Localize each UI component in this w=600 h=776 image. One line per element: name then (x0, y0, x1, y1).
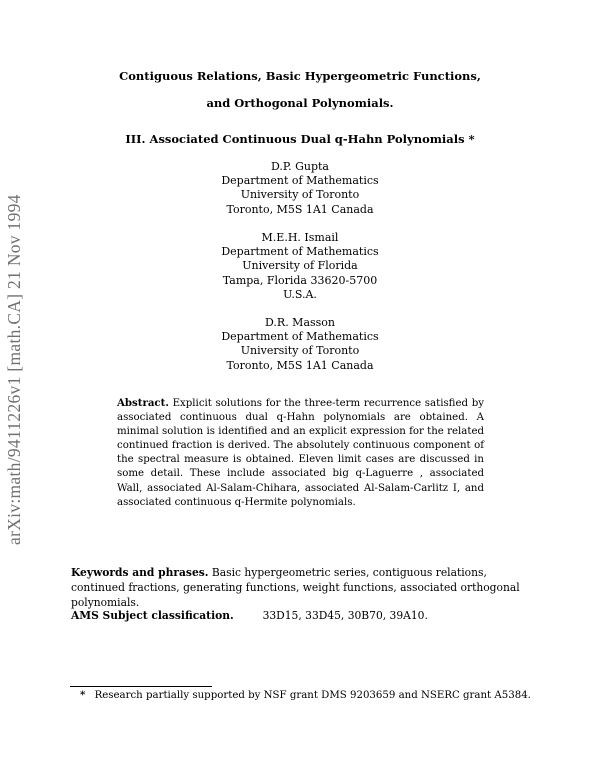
keywords-text: Basic hypergeometric series, contiguous relations, continued fractions, generating functions, weight functions, associated orthogonal polynomials. (71, 566, 520, 609)
author-name: D.R. Masson (264, 316, 336, 329)
title-line-1: Contiguous Relations, Basic Hypergeometric Functions, (119, 69, 481, 83)
footnote-mark: * (80, 689, 86, 701)
author-affiliation-line: Department of Mathematics (221, 245, 379, 259)
abstract-label: Abstract. (117, 397, 169, 409)
author-block-2 (70, 231, 530, 302)
author-affiliation-line: Tampa, Florida 33620-5700 (222, 273, 378, 287)
keywords-label: Keywords and phrases. (71, 566, 209, 579)
arxiv-identifier-stamp: arXiv:math/9411226v1 [math.CA] 21 Nov 1994 (4, 194, 24, 545)
title-line-2: and Orthogonal Polynomials. (206, 96, 394, 110)
author-affiliation-line: U.S.A. (283, 287, 317, 301)
footnote (80, 688, 540, 703)
ams-classification (71, 608, 531, 623)
author-name: M.E.H. Ismail (261, 231, 339, 244)
keywords-section (71, 565, 531, 610)
author-affiliation-line: University of Toronto (240, 344, 360, 358)
author-block-3 (70, 316, 530, 373)
author-affiliation-line: University of Toronto (240, 188, 360, 202)
author-block-1 (70, 160, 530, 217)
title-line-3: III. Associated Continuous Dual q-Hahn Polynomials * (125, 132, 475, 146)
abstract (117, 396, 484, 510)
author-affiliation-line: Toronto, M5S 1A1 Canada (226, 358, 374, 372)
author-affiliation-line: Department of Mathematics (221, 174, 379, 188)
author-affiliation-line: Toronto, M5S 1A1 Canada (226, 202, 374, 216)
author-name: D.P. Gupta (271, 160, 329, 173)
footnote-divider (70, 686, 212, 687)
abstract-text: Explicit solutions for the three-term recurrence satisfied by associated continuous dual q-Hahn polynomials are obtained. A minimal solution is identified and an explicit expression for the related continued fraction is derived. The absolutely continuous component of the spectral measure is obtained. Eleven limit cases are discussed in some detail. These include associated big q-Laguerre , associated Wall, associated Al-Salam-Chihara, associated Al-Salam-Carlitz I, and associated continuous q-Hermite polynomials. (117, 398, 484, 508)
footnote-text: Research partially supported by NSF grant DMS 9203659 and NSERC grant A5384. (94, 690, 531, 701)
author-affiliation-line: University of Florida (242, 259, 358, 273)
author-affiliation-line: Department of Mathematics (221, 330, 379, 344)
ams-codes: 33D15, 33D45, 30B70, 39A10. (262, 609, 428, 622)
ams-label: AMS Subject classification. (71, 609, 234, 622)
